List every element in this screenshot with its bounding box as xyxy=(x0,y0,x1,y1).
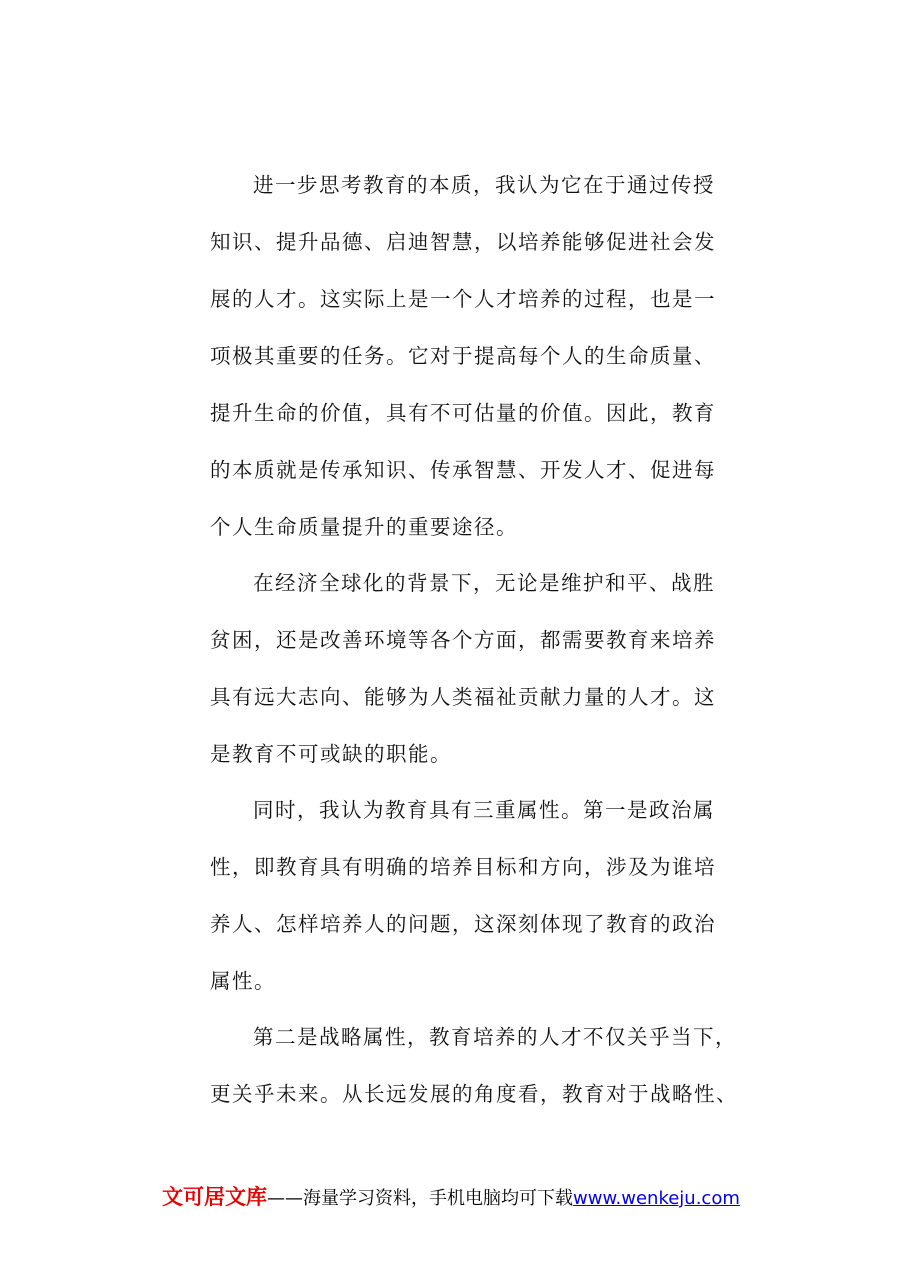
paragraph-4-line-1: 第二是战略属性，教育培养的人才不仅关乎当下， xyxy=(253,1025,737,1049)
footer-brand: 文可居文库 xyxy=(162,1185,267,1209)
footer-banner xyxy=(162,1183,740,1211)
paragraph-1-line-1: 进一步思考教育的本质，我认为它在于通过传授 xyxy=(253,173,715,197)
paragraph-3-line-3: 养人、怎样培养人的问题，这深刻体现了教育的政治 xyxy=(210,912,716,936)
paragraph-3-line-1: 同时，我认为教育具有三重属性。第一是政治属 xyxy=(253,798,715,822)
footer-slogan: ——海量学习资料，手机电脑均可下载 xyxy=(267,1188,573,1209)
paragraph-1-line-3: 展的人才。这实际上是一个人才培养的过程，也是一 xyxy=(210,287,716,311)
paragraph-2-line-4: 是教育不可或缺的职能。 xyxy=(210,742,452,766)
paragraph-4-line-2: 更关乎未来。从长远发展的角度看，教育对于战略性、 xyxy=(210,1082,738,1106)
paragraph-1-line-7: 个人生命质量提升的重要途径。 xyxy=(210,515,518,539)
footer-site-link[interactable]: www.wenkeju.com xyxy=(573,1188,740,1209)
paragraph-2-line-3: 具有远大志向、能够为人类福祉贡献力量的人才。这 xyxy=(210,685,716,709)
paragraph-1-line-6: 的本质就是传承知识、传承智慧、开发人才、促进每 xyxy=(210,458,716,482)
paragraph-2-line-1: 在经济全球化的背景下，无论是维护和平、战胜 xyxy=(253,571,715,595)
paragraph-3-line-4: 属性。 xyxy=(210,969,276,993)
paragraph-2-line-2: 贫困，还是改善环境等各个方面，都需要教育来培养 xyxy=(210,628,716,652)
paragraph-1-line-4: 项极其重要的任务。它对于提高每个人的生命质量、 xyxy=(210,344,716,368)
paragraph-1-line-5: 提升生命的价值，具有不可估量的价值。因此，教育 xyxy=(210,401,716,425)
paragraph-3-line-2: 性，即教育具有明确的培养目标和方向，涉及为谁培 xyxy=(210,855,716,879)
paragraph-1-line-2: 知识、提升品德、启迪智慧，以培养能够促进社会发 xyxy=(210,230,716,254)
